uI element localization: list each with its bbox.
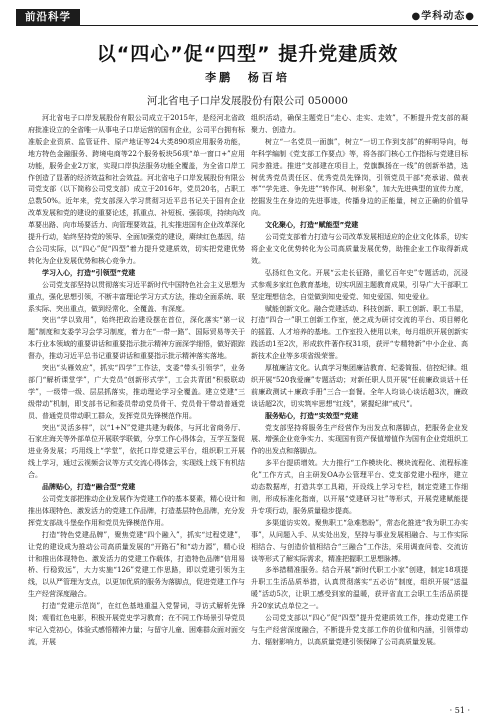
body-paragraph: 突出“灵活多样”，以“1+N”党建共建为载体，与河北省商务厅、石家庄海关等外部单位开展联学联做，分享工作心得体会，互学互鉴促进业务发展；巧用线上“学堂”，依托口岸党建云平台，组织职工开展线上学习，通过云视频会议等方式交流心得体会，实现线上线下有机结合。 [28,423,245,480]
body-paragraph: 党支部坚持将服务生产经营作为出发点和落脚点，把服务企业发展、增强企业竞争实力、实现国有资产保值增值作为国有企业党组织工作的出发点和落脚点。 [251,423,468,456]
body-paragraph: 突出“头雁效应”，抓实“四学”工作法，支委“带头引领学”，业务部门“解析课堂学”，广大党员“创新形式学”，工会共青团“积极联动学”，一级带一级、层层抓落实，推动理论学习全覆盖。建立党建“三级带动”机制，即支部书记和委员带动党员骨干、党员骨干带动普通党员、普通党员带动职工群众，发挥党员先锋模范作用。 [28,364,245,420]
section-heading: 文化聚心，打造“赋能型”党建 [265,221,359,230]
left-text-column [28,113,245,703]
article-title: 以“四心”促“四型” 提升党建质效 [96,43,399,65]
body-paragraph: 树立“一名党员一面旗”，树立“一切工作到支部”的鲜明导向，每年科学编制《党支部工作要点》等，将各部门核心工作指标与党建目标同步推进。推进“支部建在项目上，党旗飘扬在一线”的创新举措，选树优秀党员责任区、优秀党员先锋岗，引领党员干部“亮承诺、做表率”“学先进、争先进”“转作风、树形象”，加大先进典型的宣传力度，挖掘发生在身边的先进事迹，传播身边的正能量，树立正确的价值导向。 [251,137,468,218]
body-paragraph: 河北省电子口岸发展股份有限公司成立于2015年，是经河北省政府批准设立的全省唯一从事电子口岸运营的国有企业，公司平台拥有标准版企业资质、监管证件、原产地证等24大类890项应用服务功能，地方特色金融服务、跨境电商等22个服务板块56项“单一窗口+”应用功能，服务企业2万家，实现口岸执法服务功能全覆盖，为全省口岸工作创造了显著的经济效益和社会效益。河北省电子口岸发展股份有限公司党支部（以下简称公司党支部）成立于2016年，党员20名，占职工总数50%。近年来，党支部深入学习贯彻习近平总书记关于国有企业改革发展和党的建设的重要论述，抓重点、补短板、强弱项，持续向改革要出路、向市场要活力、向管理要效益，扎实推进国有企业改革深化提升行动，始终坚持党的领导、全面加强党的建设，赓续红色基因，结合公司实际，以“四心”促“四型”着力提升党建质效，切实把党建优势转化为企业发展优势和核心竞争力。 [28,114,245,265]
body-paragraph: 公司党支部着力打造与公司改革发展相适应的企业文化体系，切实将企业文化优势转化为公司高质量发展优势，助推企业工作取得新成效。 [251,233,468,265]
header-divider [16,25,478,26]
section-heading: 品牌贴心，打造“融合型”党建 [42,483,136,492]
body-paragraph-continued: 组织活动，确保主题党日“走心、走实、走效”，不断提升党支部的凝聚力、创造力。 [251,114,468,134]
article-affiliation: 河北省电子口岸发展股份有限公司 050000 [147,95,348,107]
body-paragraph: 打造“党建示范岗”，在红色基地重温入党誓词，寻访式解析先锋岗；观看红色电影，积极开展党史学习教育；在不同工作场景引导党员牢记入党初心，体验式感悟精神力量；与留守儿童、困难群众面对面交流，开展 [28,602,245,646]
body-paragraph: 弘扬红色文化。开展“云走长征路，重忆百年史”专题活动，沉浸式参观多家红色教育基地，切实巩固主题教育成果，引导广大干部职工坚定理想信念，自觉做到知史爱党、知史爱国、知史爱业。 [251,268,468,301]
body-paragraph: 多举措精准服务。结合开展“新时代职工小家”创建，制定18项提升职工生活品质举措，认真贯彻落实“五必访”制度，组织开展“送温暖”活动5次，让职工感受到家的温暖，获评省直工会职工生活品质提升20家试点单位之一。 [251,566,468,611]
body-paragraph: 公司党支部坚持以贯彻落实习近平新时代中国特色社会主义思想为重点，强化思想引领，不断丰富理论学习方式方法，推动全面系统、联系实际、突出重点，做到经常化、全覆盖、有深度。 [28,280,245,313]
journal-section-label: 前沿科学 [16,9,80,25]
body-paragraph: 多渠道访实效。聚焦职工“急难愁盼”，常态化推进“我为职工办实事”，从问题入手、从实处出发，坚持与事业发展相融合、与工作实际相结合、与创造价值相结合“三融合”工作法，采用调查问卷、交流访谈等形式了解实际需求，精准把握职工思想脉搏。 [251,518,468,563]
body-paragraph: 公司党支部以“四心”促“四型”提升党建质效工作，推动党建工作与生产经营深度融合，不断提升党支部工作的价值和内涵，引领带动力、辐射影响力，以高质量党建引领保障了公司高质量发展。 [251,614,468,646]
page-number: · 51 · [449,706,470,715]
journal-category-label: ●学科动态● [411,11,475,22]
article-authors: 李鹏 杨百培 [205,71,290,84]
section-heading: 服务贴心，打造“实效型”党建 [265,411,359,420]
right-text-column [251,113,468,703]
body-paragraph: 多平台提质增效。大力推行“工作模块化、模块流程化、流程标准化”工作方式，自主研发OA办公管理平台、党支部党建小程序，建立动态数据库，打造共享工具箱，开设线上学习专栏，制定党建工作细则，形成标准化指南，以开展“党建研习社”等形式，开展党建赋能提升专项行动，服务质量稳步提高。 [251,459,468,515]
body-paragraph: 打造“特色党建品牌”，聚焦党建“四个融入”，抓实“过程党建”，让党的建设成为推动公司高质量发展的“开路石”和“动力源”，精心设计和推出体现特色、激发活力的党建工作载体，打造特色品牌“信用易桥、行稳致远”，大力实施“126”党建工作思路，即以党建引领为主线，以从严管理为支点，以更加优质的服务为落脚点，促进党建工作与生产经营深度融合。 [28,530,245,599]
body-paragraph: 公司党支部把推动企业发展作为党建工作的基本要素，精心设计和推出体现特色、激发活力的党建工作品牌，打造基层特色品牌，充分发挥党支部战斗堡垒作用和党员先锋模范作用。 [28,495,245,527]
body-paragraph: 厚植廉洁文化。认真学习集团廉洁教育、纪委简报、信控纪律。组织开展“520我爱廉”专题活动；对新任职人员开展“任前廉政谈话＋任前廉政测试＋廉政手册”三合一套餐。全年人均谈心谈话超3次，廉政谈话超2次，切实筑牢思想“红线”，紧握纪律“戒尺”。 [251,364,468,408]
body-paragraph: 赋能创新文化。融合党建活动、科技创新、职工创新、职工书屋，打造“四合一”职工创新工作室，使之成为研讨交流的平台、项目孵化的摇篮、人才培养的基地。工作室投入使用以来，每月组织开展创新实践活动1至2次，形成软件著作权31项，获评“专精特新”中小企业、高新技术企业等多项省级荣誉。 [251,304,468,361]
section-heading: 学习入心，打造“引领型”党建 [42,268,136,277]
body-paragraph: 突出“学以致用”，始终把政治建设摆在首位，深化落实“第一议题”制度和支委学习会学习制度，着力在“一带一路”、国际贸易等关于本行业本领域的重要讲话和重要指示批示精神方面深学细悟，做好跟踪督办，推动习近平总书记重要讲话和重要指示批示精神落实落地。 [28,316,245,361]
